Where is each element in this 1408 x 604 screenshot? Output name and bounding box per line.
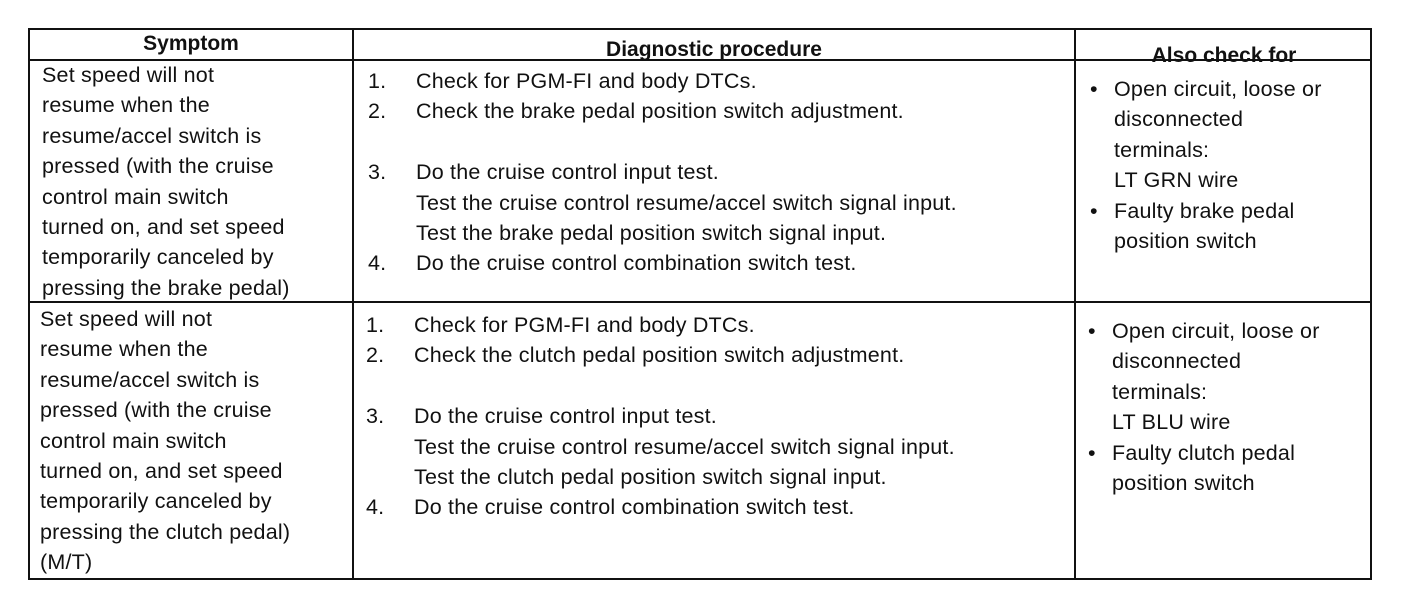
symptom-line: turned on, and set speed [42, 215, 285, 240]
header-diagnostic-procedure: Diagnostic procedure [606, 38, 822, 61]
check-text: Open circuit, loose or [1112, 319, 1320, 343]
step-number: 3. [368, 160, 387, 185]
check-text: Faulty clutch pedal [1112, 440, 1296, 465]
symptom-line: resume/accel switch is [40, 367, 260, 392]
step-text: Check the clutch pedal position switch adjustment. [414, 343, 905, 368]
symptom-line: temporarily canceled by [40, 489, 272, 514]
step-text: Check for PGM-FI and body DTCs. [416, 69, 757, 93]
symptom-line: control main switch [42, 184, 229, 209]
check-text: terminals: [1114, 137, 1210, 162]
check-text: Faulty brake pedal [1114, 198, 1295, 223]
bullet-icon: • [1090, 198, 1098, 223]
check-text: disconnected [1112, 349, 1242, 374]
step-text: Do the cruise control combination switch test. [416, 251, 857, 276]
bullet-icon: • [1088, 319, 1096, 343]
symptom-line: control main switch [40, 428, 227, 453]
column-divider-2 [1074, 30, 1076, 578]
step-text: Test the clutch pedal position switch signal input. [414, 464, 887, 489]
check-text: LT BLU wire [1112, 410, 1231, 435]
symptom-line: pressed (with the cruise [40, 398, 272, 423]
check-text: position switch [1112, 470, 1255, 495]
step-text: Test the brake pedal position switch signal input. [416, 220, 887, 245]
header-symptom: Symptom [143, 32, 239, 55]
check-text: disconnected [1114, 107, 1244, 132]
row-2-symptom [40, 304, 290, 578]
step-text: Test the cruise control resume/accel switch signal input. [414, 434, 955, 459]
step-text: Check the brake pedal position switch adjustment. [416, 99, 904, 124]
symptom-line: Set speed will not [40, 307, 213, 331]
diagnostic-table [28, 28, 1372, 580]
step-number: 4. [366, 495, 385, 520]
step-number: 2. [368, 99, 387, 124]
symptom-line: resume when the [40, 337, 208, 362]
step-text: Test the cruise control resume/accel switch signal input. [416, 190, 957, 215]
symptom-line: pressing the clutch pedal) [40, 519, 291, 544]
check-text: position switch [1114, 228, 1257, 253]
step-number: 1. [368, 69, 387, 93]
check-text: terminals: [1112, 379, 1208, 404]
check-text: Open circuit, loose or [1114, 77, 1322, 101]
symptom-line: temporarily canceled by [42, 245, 274, 270]
header-also-check-for: Also check for [1151, 44, 1297, 67]
row-1-symptom [42, 60, 290, 303]
step-number: 1. [366, 313, 385, 337]
check-text: LT GRN wire [1114, 168, 1239, 193]
step-number: 2. [366, 343, 385, 368]
step-text: Do the cruise control combination switch test. [414, 495, 855, 520]
column-divider-1 [352, 30, 354, 578]
step-number: 4. [368, 251, 387, 276]
bullet-icon: • [1088, 440, 1096, 465]
step-number: 3. [366, 404, 385, 429]
symptom-line: pressing the brake pedal) [42, 275, 290, 300]
step-text: Do the cruise control input test. [416, 160, 719, 185]
step-text: Do the cruise control input test. [414, 404, 717, 429]
symptom-line: Set speed will not [42, 63, 215, 87]
symptom-line: resume/accel switch is [42, 123, 262, 148]
step-text: Check for PGM-FI and body DTCs. [414, 313, 755, 337]
symptom-line: resume when the [42, 93, 210, 118]
symptom-line: (M/T) [40, 550, 93, 575]
symptom-line: pressed (with the cruise [42, 154, 274, 179]
symptom-line: turned on, and set speed [40, 459, 283, 484]
bullet-icon: • [1090, 77, 1098, 101]
